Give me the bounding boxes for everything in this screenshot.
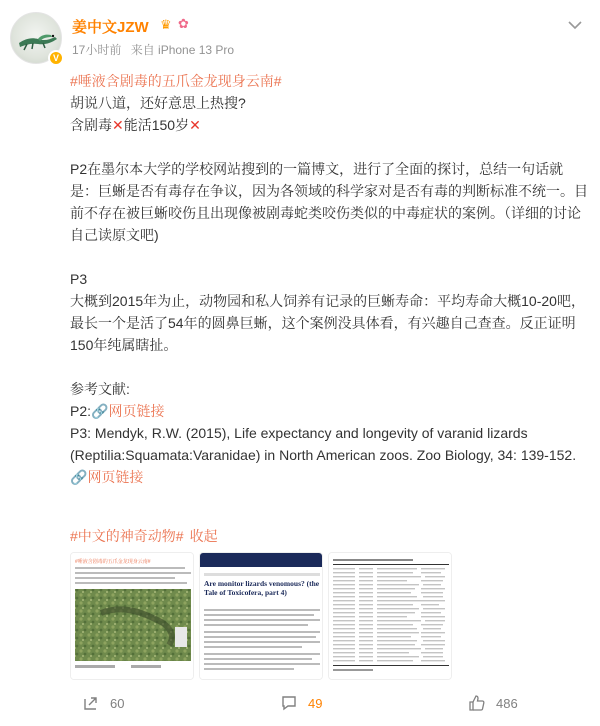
post-line-2b: 能活150岁	[123, 117, 190, 133]
reference-p2	[70, 400, 590, 422]
post-paragraph-p2: P2在墨尔本大学的学校网站搜到的一篇博文，进行了全面的探讨，总结一句话就是：巨蜥是否有毒存在争议，因为各领域的科学家对是否有毒的判断标准不统一。目前不存在被巨蜥咬伤且出现像被剧毒蛇类咬伤类似的中毒症状的案例。（详细的讨论自己读原文吧)	[70, 161, 588, 243]
post-p3-label: P3	[70, 271, 88, 287]
post-line-2a: 含剧毒	[70, 117, 112, 133]
like-button[interactable]	[468, 694, 518, 712]
post-paragraph-p3: 大概到2015年为止，动物园和私人饲养有记录的巨蜥寿命：平均寿命大概10-20吧，最长一个是活了54年的圆鼻巨蜥，这个案例没具体看，有兴趣自己查查。反正证明150年纯属瞎扯。	[70, 293, 585, 353]
comment-icon	[280, 694, 298, 712]
post-line-1: 胡说八道，还好意思上热搜?	[70, 95, 246, 111]
collapse-link[interactable]: 收起	[189, 528, 218, 544]
web-link[interactable]: 网页链接	[108, 403, 165, 419]
crown-icon[interactable]: ♛	[160, 17, 172, 32]
link-icon[interactable]: 🔗	[70, 469, 88, 485]
comment-button[interactable]	[280, 694, 322, 712]
image-thumbnail[interactable]	[70, 552, 194, 680]
post-source: 来自 iPhone 13 Pro	[130, 43, 235, 57]
post-time[interactable]: 17小时前	[72, 43, 122, 57]
like-count: 486	[496, 695, 518, 711]
post-line-2	[70, 114, 590, 136]
thumbnail-article-title: Are monitor lizards venomous? (the Tale of Toxicofera, part 4)	[204, 579, 320, 597]
chevron-down-icon[interactable]	[564, 14, 586, 36]
repost-count: 60	[110, 695, 125, 711]
thumbnail-hashtag: #唾液含剧毒的五爪金龙现身云南#	[75, 559, 151, 565]
post-meta	[72, 41, 240, 58]
post-body	[70, 70, 590, 488]
image-gallery	[70, 552, 452, 680]
reference-p3-text: P3: Mendyk, R.W. (2015), Life expectancy and longevity of varanid lizards (Reptilia:Squamata:Varanidae) in North American zoos. Zoo Biology, 34: 139-152.	[70, 425, 577, 463]
topic-line	[70, 526, 218, 546]
web-link[interactable]: 网页链接	[87, 469, 144, 485]
references-title: 参考文献:	[70, 381, 130, 397]
reference-p3	[70, 422, 590, 488]
verified-badge: V	[48, 50, 64, 66]
post-header	[8, 10, 592, 66]
reference-p2-label: P2:	[70, 403, 92, 419]
share-icon	[82, 694, 100, 712]
action-bar	[0, 690, 600, 720]
thumbs-up-icon	[468, 694, 486, 712]
username[interactable]: 姜中文JZW	[72, 19, 149, 36]
flower-icon[interactable]: ✿	[178, 16, 189, 31]
cross-mark-icon: ✕	[189, 117, 201, 133]
cross-mark-icon: ✕	[112, 117, 124, 133]
topic-link[interactable]: #中文的神奇动物#	[70, 528, 184, 544]
comment-count: 49	[308, 695, 323, 711]
image-thumbnail[interactable]	[199, 552, 323, 680]
link-icon[interactable]: 🔗	[91, 403, 109, 419]
hashtag-link[interactable]: #唾液含剧毒的五爪金龙现身云南#	[70, 73, 282, 89]
image-thumbnail[interactable]	[328, 552, 452, 680]
repost-button[interactable]	[82, 694, 124, 712]
